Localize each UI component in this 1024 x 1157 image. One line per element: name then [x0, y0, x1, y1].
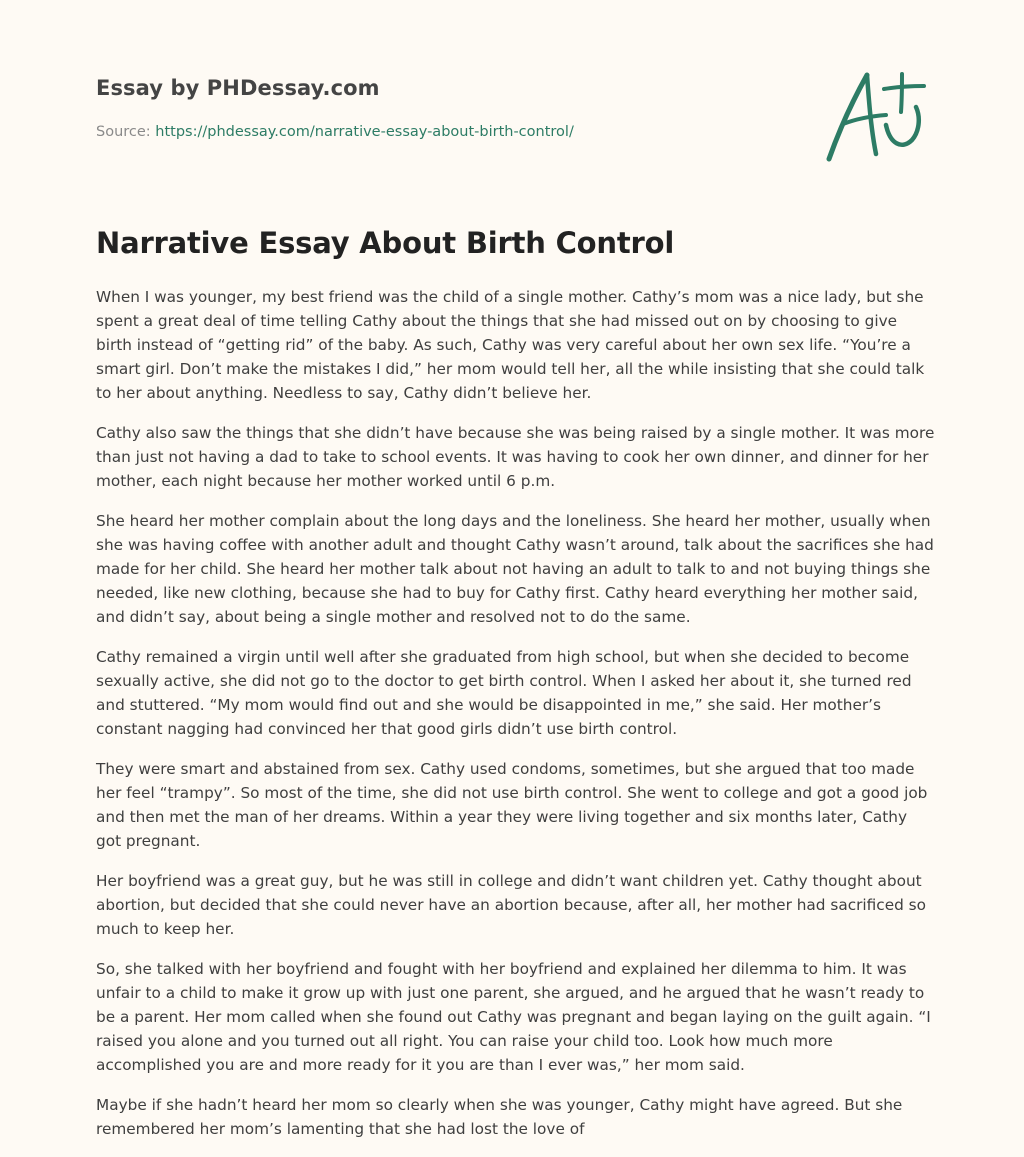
essay-paragraph: So, she talked with her boyfriend and fought with her boyfriend and explained her dilemma to him. It was unfair to a child to make it grow up with just one parent, she argued, and he argued that he wasn’t ready to be a parent. Her mom called when she found out Cathy was pregnant and began laying on the guilt again. “I raised you alone and you turned out all right. You can raise your child too. Look how much more accomplished you are and more ready for it you are than I ever was,” her mom said.	[96, 960, 931, 1074]
essay-paragraph: Cathy remained a virgin until well after she graduated from high school, but when she decided to become sexually active, she did not go to the doctor to get birth control. When I asked her about it, she turned red and stuttered. “My mom would find out and she would be disappointed in me,” she said. Her mother’s constant nagging had convinced her that good girls didn’t use birth control.	[96, 648, 912, 738]
site-brand: Essay by PHDessay.com	[96, 76, 380, 100]
essay-body	[96, 285, 936, 1157]
essay-title: Narrative Essay About Birth Control	[96, 226, 675, 260]
source-label: Source:	[96, 124, 156, 140]
essay-paragraph: They were smart and abstained from sex. Cathy used condoms, sometimes, but she argued that too made her feel “trampy”. So most of the time, she did not use birth control. She went to college and got a good job and then met the man of her dreams. Within a year they were living together and six months later, Cathy got pregnant.	[96, 760, 928, 850]
essay-paragraph: When I was younger, my best friend was the child of a single mother. Cathy’s mom was a nice lady, but she spent a great deal of time telling Cathy about the things that she had missed out on by choosing to give birth instead of “getting rid” of the baby. As such, Cathy was very careful about her own sex life. “You’re a smart girl. Don’t make the mistakes I did,” her mom would tell her, all the while insisting that she could talk to her about anything. Needless to say, Cathy didn’t believe her.	[96, 288, 925, 402]
source-link[interactable]: https://phdessay.com/narrative-essay-about-birth-control/	[155, 124, 574, 140]
a-plus-logo-icon	[820, 66, 930, 166]
essay-paragraph: Maybe if she hadn’t heard her mom so clearly when she was younger, Cathy might have agreed. But she remembered her mom’s lamenting that she had lost the love of	[96, 1096, 903, 1138]
essay-paragraph: Cathy also saw the things that she didn’t have because she was being raised by a single mother. It was more than just not having a dad to take to school events. It was having to cook her own dinner, and dinner for her mother, each night because her mother worked until 6 p.m.	[96, 424, 935, 490]
essay-paragraph: Her boyfriend was a great guy, but he was still in college and didn’t want children yet. Cathy thought about abortion, but decided that she could never have an abortion because, after all, her mother had sacrificed so much to keep her.	[96, 872, 927, 938]
essay-paragraph: She heard her mother complain about the long days and the loneliness. She heard her mother, usually when she was having coffee with another adult and thought Cathy wasn’t around, talk about the sacrifices she had made for her child. She heard her mother talk about not having an adult to talk to and not buying things she needed, like new clothing, because she had to buy for Cathy first. Cathy heard everything her mother said, and didn’t say, about being a single mother and resolved not to do the same.	[96, 512, 934, 626]
source-line	[96, 124, 574, 140]
